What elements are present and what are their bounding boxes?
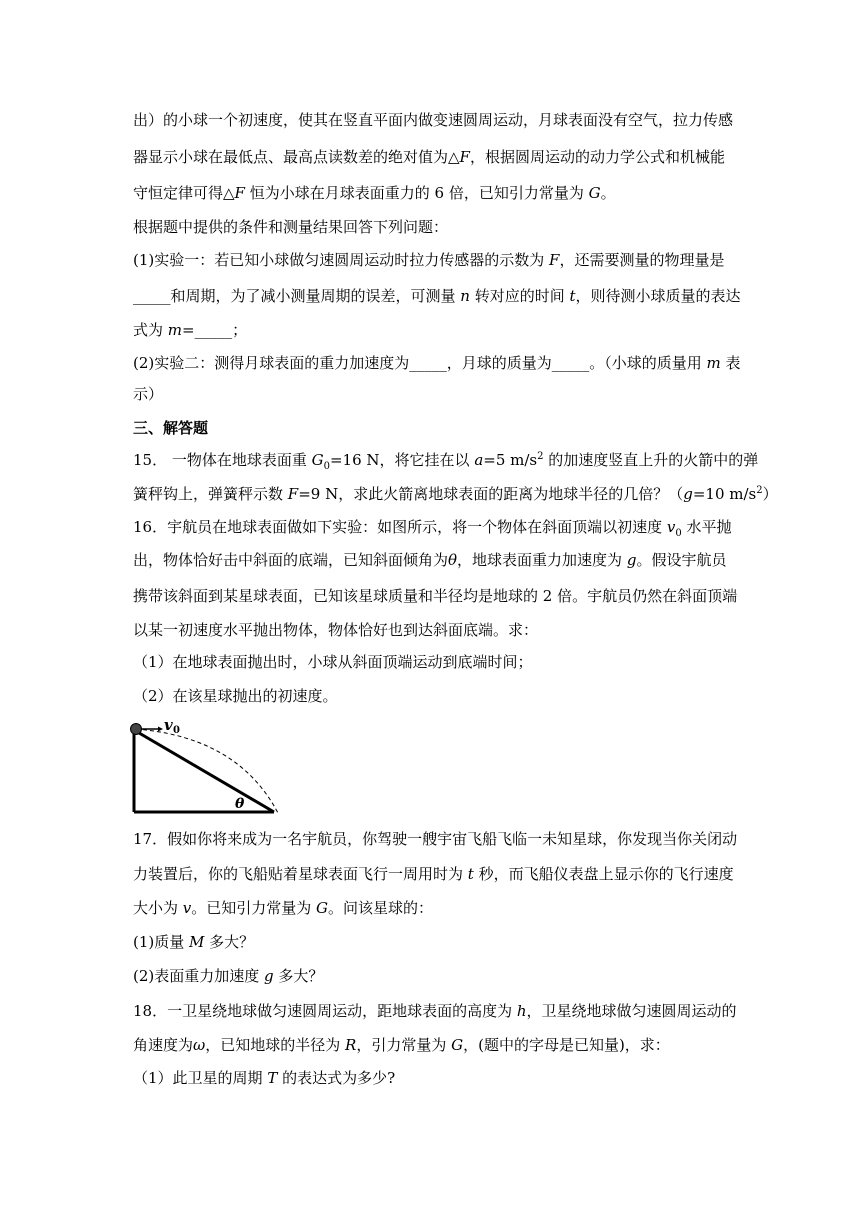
text-span: =_____； xyxy=(182,321,248,339)
superscript: 2 xyxy=(537,451,544,462)
text-line xyxy=(133,110,733,130)
text-span: 18．一卫星绕地球做匀速圆周运动，距地球表面的高度为 xyxy=(133,1002,517,1020)
text-span: G xyxy=(588,184,601,202)
text-span: 。问该星球的： xyxy=(328,899,434,917)
text-span: （1）在地球表面抛出时，小球从斜面顶端运动到底端时间； xyxy=(133,653,533,671)
text-span: 器显示小球在最低点、最高点读数差的绝对值为 xyxy=(133,148,449,166)
text-span: G xyxy=(451,1036,464,1054)
text-line xyxy=(133,620,538,640)
text-span: 多大？ xyxy=(273,967,324,985)
text-span: 携带该斜面到某星球表面，已知该星球质量和半径均是地球的 2 倍。宇航员仍然在斜面顶端 xyxy=(133,587,738,605)
velocity-subscript: 0 xyxy=(173,725,180,736)
slope-side xyxy=(134,730,274,812)
text-line xyxy=(133,217,448,237)
text-line xyxy=(133,484,778,504)
text-span: v xyxy=(182,899,192,917)
text-span: 秒，而飞船仪表盘上显示你的飞行速度 xyxy=(473,865,734,883)
text-line xyxy=(133,1001,737,1021)
text-span: G xyxy=(316,899,329,917)
text-span: v xyxy=(666,518,676,536)
text-span: ，引力常量为 xyxy=(356,1036,452,1054)
text-line xyxy=(133,517,732,537)
text-span: (1)质量 xyxy=(133,933,190,951)
text-span: R xyxy=(345,1036,357,1054)
text-span: g xyxy=(264,967,274,985)
text-line xyxy=(133,966,323,986)
text-span: 式为 xyxy=(133,321,168,339)
text-span: △F xyxy=(223,184,245,202)
text-span: 多大？ xyxy=(204,933,255,951)
text-line xyxy=(133,320,247,340)
velocity-label: v xyxy=(164,716,173,734)
text-span: 示） xyxy=(133,385,164,403)
text-line xyxy=(133,384,163,404)
text-line xyxy=(133,250,724,270)
text-line xyxy=(133,652,533,672)
ball xyxy=(131,724,142,735)
text-line xyxy=(133,147,725,167)
text-span: 恒为小球在月球表面重力的 6 倍，已知引力常量为 xyxy=(244,184,589,202)
text-span: 15． 一物体在地球表面重 xyxy=(133,451,312,469)
text-span: m xyxy=(706,354,721,372)
text-line xyxy=(133,932,254,952)
text-span: 的表达式为多少? xyxy=(277,1069,396,1087)
text-span: _____和周期，为了减小测量周期的误差，可测量 xyxy=(133,287,461,305)
text-span: ，已知地球的半径为 xyxy=(205,1036,346,1054)
text-span: 角速度为 xyxy=(133,1036,194,1054)
text-line xyxy=(133,1068,395,1088)
text-span: ，卫星绕地球做匀速圆周运动的 xyxy=(526,1002,737,1020)
text-span: 17．假如你将来成为一名宇航员，你驾驶一艘宇宙飞船飞临一未知星球，你发现当你关闭动 xyxy=(133,830,738,848)
text-span: 16．宇航员在地球表面做如下实验：如图所示，将一个物体在斜面顶端以初速度 xyxy=(133,518,667,536)
text-span: 根据题中提供的条件和测量结果回答下列问题： xyxy=(133,218,449,236)
text-span: g xyxy=(683,485,693,503)
text-span: （2）在该星球抛出的初速度。 xyxy=(133,687,338,705)
text-line xyxy=(133,550,726,570)
subscript: 0 xyxy=(675,528,682,539)
text-span: ，(题中的字母是已知量)，求： xyxy=(463,1036,670,1054)
text-span: 。假设宇航员 xyxy=(636,551,727,569)
arrow-head xyxy=(158,727,163,732)
text-span: ，根据圆周运动的动力学公式和机械能 xyxy=(469,148,725,166)
text-span: m xyxy=(167,321,183,339)
text-line xyxy=(133,686,338,706)
text-span: 大小为 xyxy=(133,899,183,917)
text-span: =9 N，求此火箭离地球表面的距离为地球半径的几倍？（ xyxy=(298,485,684,503)
text-span: 表 xyxy=(720,354,741,372)
text-span: ，地球表面重力加速度为 xyxy=(457,551,627,569)
text-span: 转对应的时间 xyxy=(469,287,570,305)
text-span: 力装置后，你的飞船贴着星球表面飞行一周用时为 xyxy=(133,865,468,883)
text-span: t xyxy=(467,865,474,883)
text-span: M xyxy=(189,933,205,951)
text-line xyxy=(133,864,734,884)
superscript: 2 xyxy=(756,485,763,496)
text-span: (2)表面重力加速度 xyxy=(133,967,265,985)
section-heading xyxy=(133,418,208,438)
text-span: h xyxy=(516,1002,527,1020)
text-span: =10 m/s xyxy=(692,485,757,503)
text-span: 。已知引力常量为 xyxy=(191,899,317,917)
text-span: (1)实验一：若已知小球做匀速圆周运动时拉力传感器的示数为 xyxy=(133,251,550,269)
text-span: T xyxy=(267,1069,278,1087)
text-span: θ xyxy=(448,551,458,569)
text-span: ，还需要测量的物理量是 xyxy=(559,251,725,269)
text-span: 出）的小球一个初速度，使其在竖直平面内做变速圆周运动，月球表面没有空气，拉力传感 xyxy=(133,111,734,129)
subscript: 0 xyxy=(323,461,330,472)
text-span: 出，物体恰好击中斜面的底端，已知斜面倾角为 xyxy=(133,551,449,569)
text-span: ω xyxy=(193,1036,206,1054)
text-span: a xyxy=(474,451,484,469)
text-span: ） xyxy=(762,485,778,503)
text-span: △F xyxy=(448,148,470,166)
text-span: g xyxy=(626,551,637,569)
incline-diagram xyxy=(128,715,288,820)
text-line xyxy=(133,898,433,918)
text-line xyxy=(133,829,737,849)
text-span: 。 xyxy=(600,184,616,202)
text-span: （1）此卫星的周期 xyxy=(133,1069,268,1087)
text-span: 守恒定律可得 xyxy=(133,184,224,202)
text-line xyxy=(133,1035,670,1055)
text-span: ，则待测小球质量的表达 xyxy=(575,287,741,305)
angle-label: θ xyxy=(235,796,245,812)
text-span: F xyxy=(549,251,560,269)
text-span: F xyxy=(287,485,299,503)
text-span: 水平抛 xyxy=(681,518,732,536)
text-span: (2)实验二：测得月球表面的重力加速度为_____，月球的质量为_____。（小球的质量用 xyxy=(133,354,707,372)
text-span: 簧秤钩上，弹簧秤示数 xyxy=(133,485,288,503)
text-span: =16 N，将它挂在以 xyxy=(329,451,475,469)
text-line xyxy=(133,353,741,373)
text-line xyxy=(133,183,616,203)
text-span: =5 m/s xyxy=(483,451,538,469)
text-line xyxy=(133,586,737,606)
text-span: n xyxy=(460,287,470,305)
text-line xyxy=(133,286,741,306)
text-span: t xyxy=(569,287,576,305)
text-line xyxy=(133,450,758,470)
text-span: 三、解答题 xyxy=(133,419,209,437)
text-span: 以某一初速度水平抛出物体，物体恰好也到达斜面底端。求： xyxy=(133,621,539,639)
text-span: G xyxy=(311,451,324,469)
text-span: 的加速度竖直上升的火箭中的弹 xyxy=(543,451,759,469)
